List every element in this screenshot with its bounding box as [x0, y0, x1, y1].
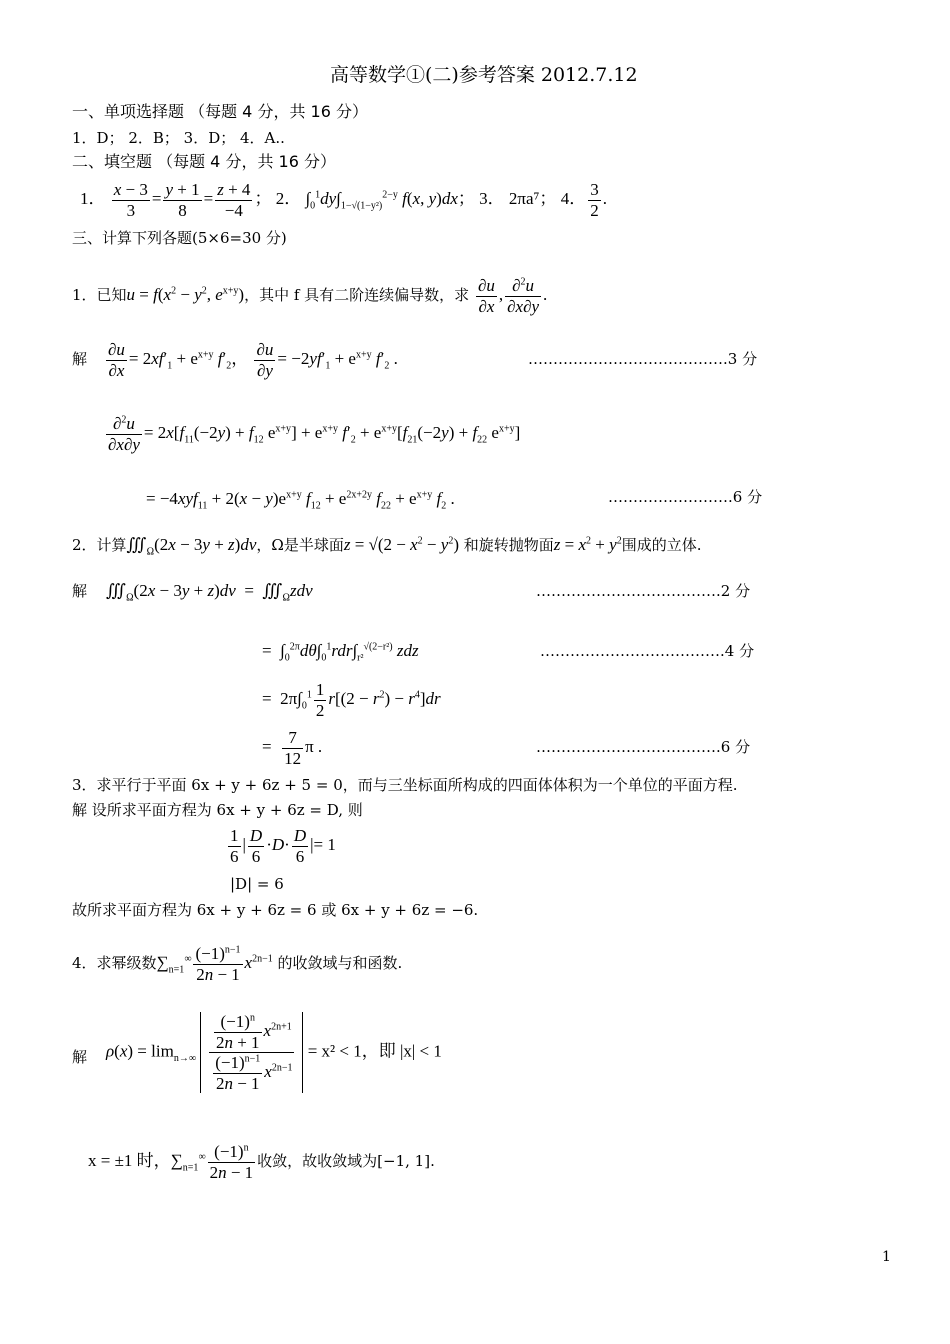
p2-score4: ……………………………….4 分	[540, 642, 755, 660]
p2-score2: ……………………………….2 分	[536, 582, 751, 600]
fill-in-answers: 1． $\frac{x - 3}{3}$ = $\frac{y + 1}{8}$ = $\frac{z + 4}{-4}$ ； 2． $\int_0^1dy\int_{1-√(1-y^2)}^{2-y}$ f(x, y)dx； 3． 2πa⁷； 4． $\frac{3}{2}$ .	[80, 180, 607, 220]
fraction: $\frac{(-1)^{n-1}}{2n - 1}$	[215, 1053, 261, 1093]
p2-step1: $∭_\Omega(2x - 3y + z)dv$ = $∭_\Omega zdv$	[106, 581, 313, 604]
fraction: $\frac{(-1)^n}{2n - 1}$	[209, 1142, 254, 1182]
p1-simplified: = $-4xyf_{11} + 2(x - y)e^{x+y}$ $f_{12} + e^{2x+2y}$ $f_{22} + e^{x+y}$ $f_2$ .	[146, 489, 455, 512]
p2-prefix: 2．计算	[72, 536, 127, 554]
p3-absD: |D| = 6	[230, 875, 284, 893]
p2-step3: = $2\pi\int_0^1$ $\frac{1}{2}$ $r[(2 - r^2) - r^4]dr$	[262, 680, 441, 720]
p3-volume-equation: $\frac{1}{6}$ | $\frac{D}{6}$ ·D· $\frac{D}{6}$ |= 1	[230, 826, 336, 866]
p4-endpoint: x = ±1 时，$\sum_{n=1}^\infty$ $\frac{(-1)^n}{2n - 1}$ 收敛，故收敛域为[−1, 1].	[88, 1142, 435, 1182]
fraction: $\frac{y + 1}{8}$	[165, 180, 200, 220]
section1-heading: 一、单项选择题 （每题 4 分，共 16 分）	[72, 102, 368, 121]
fraction: $\frac{1}{6}$	[230, 826, 239, 866]
p3-setup: 解 设所求平面方程为 6x + y + 6z = D, 则	[72, 801, 363, 819]
fraction: $\frac{(-1)^{n-1}}{2n - 1}$	[195, 944, 241, 984]
p2-mid2: 和旋转抛物面	[463, 536, 554, 554]
item2-label: 2．	[275, 188, 302, 208]
fraction: $\frac{\partial u}{\partial y}$	[256, 340, 274, 380]
p1-second-derivative: $\frac{\partial^2u}{\partial x\partial y}$ = $2x[f_{11}(-2y) + f_{12}$ $e^{x+y}] + e^{x+y}$ $f'_2 + e^{x+y}[f_{21}(-2y) + f_{22}$ $e^{x+y}$]	[108, 414, 521, 454]
item3-answer: 3． 2πa⁷；	[479, 188, 557, 208]
page-number: 1	[882, 1249, 891, 1265]
section1-answers: 1．D； 2．B； 3．D； 4．A..	[72, 129, 285, 147]
fraction: $\frac{(-1)^n}{2n + 1}$ $x^{2n+1}$ $\frac{(-1)^{n-1}}{2n - 1}$ $x^{2n-1}$	[209, 1012, 294, 1093]
p1-score3: ………………………………….3 分	[528, 350, 758, 368]
p2-result: = $\frac{7}{12}$ π .	[262, 728, 323, 768]
p1-mid: ，其中 f 具有二阶连续偏导数，求	[244, 285, 470, 304]
fraction: $\frac{D}{6}$	[293, 826, 307, 866]
fraction: $\frac{1}{2}$	[315, 680, 325, 720]
p4-jie: 解	[72, 1048, 88, 1066]
fraction: $\frac{\partial u}{\partial x}$	[477, 276, 495, 316]
p2-end: 围成的立体.	[621, 536, 702, 554]
p1-first-derivatives: $\frac{\partial u}{\partial x}$ = $2xf'_1 + e^{x+y}$ $f'_2$， $\frac{\partial u}{\partial y}$ = $-2yf'_1 + e^{x+y}$ $f'_2$ .	[108, 340, 398, 380]
p4-prefix: 4．求幂级数	[72, 953, 157, 972]
fraction: $\frac{\partial u}{\partial x}$	[108, 340, 125, 380]
p2-mid: ，Ω是半球面	[256, 536, 344, 554]
p4-endpoint-prefix: x = ±1 时，	[88, 1150, 171, 1170]
p1-prefix: 1．已知	[72, 285, 127, 304]
item4-label: 4．	[560, 188, 587, 208]
fraction: $\frac{\partial^2u}{\partial x\partial y}$	[507, 276, 540, 316]
absolute-value-bars	[200, 1012, 303, 1093]
problem2-statement: 2．计算$∭_\Omega(2x - 3y + z)dv$，Ω是半球面$z = √(2 - x^2 - y^2)$ 和旋转抛物面$z = x^2 + y^2$围成的立体.	[72, 535, 702, 558]
p2-step2: = $\int_0^{2\pi}d\theta\int_0^1rdr\int_{r^2}^{√(2-r^2)}$ zdz	[262, 641, 419, 664]
fraction: $\frac{z + 4}{-4}$	[217, 180, 251, 220]
p2-jie: 解	[72, 582, 88, 600]
p1-score6: …………………….6 分	[608, 488, 763, 506]
p4-endpoint-end: 收敛，故收敛域为[−1, 1].	[257, 1151, 435, 1170]
section2-heading: 二、填空题 （每题 4 分，共 16 分）	[72, 152, 336, 171]
section3-heading: 三、计算下列各题(5×6=30 分)	[72, 229, 287, 247]
p1-jie: 解	[72, 350, 88, 368]
p4-inequality: = x² < 1，即 |x| < 1	[307, 1041, 442, 1061]
p3-conclusion: 故所求平面方程为 6x + y + 6z = 6 或 6x + y + 6z = −6.	[72, 901, 479, 919]
problem1-statement: 1．已知$u = f(x^2 - y^2$, $e^{x+y}$)，其中 f 具有二阶连续偏导数，求 $\frac{\partial u}{\partial x}$ , $\frac{\partial^2u}{\partial x\partial y}$ .	[72, 276, 548, 316]
fraction: $\frac{\partial^2u}{\partial x\partial y}$	[108, 414, 140, 454]
fraction: $\frac{D}{6}$	[249, 826, 263, 866]
p4-end: 的收敛域与和函数.	[277, 953, 403, 972]
fraction: $\frac{7}{12}$	[284, 728, 302, 768]
page-title: 高等数学①(二)参考答案 2012.7.12	[330, 64, 638, 86]
item1-label: 1．	[80, 188, 106, 208]
fraction: $\frac{3}{2}$	[590, 180, 599, 220]
fraction: $\frac{x - 3}{3}$	[113, 180, 148, 220]
p4-ratio-test: $\rho(x) = \lim_{n\to\infty}$ $\frac{(-1)^n}{2n + 1}$ $x^{2n+1}$ $\frac{(-1)^{n-1}}{2n - 1}$ $x^{2n-1}$ = x² < 1，即 |x| < 1	[106, 1012, 442, 1093]
fraction: $\frac{(-1)^n}{2n + 1}$	[215, 1012, 260, 1052]
problem3-statement: 3．求平行于平面 6x + y + 6z + 5 = 0，而与三坐标面所构成的四面体体积为一个单位的平面方程.	[72, 776, 738, 794]
p2-score6: ……………………………….6 分	[536, 738, 751, 756]
problem4-statement: 4．求幂级数$\sum_{n=1}^\infty$ $\frac{(-1)^{n-1}}{2n - 1}$ $x^{2n-1}$ 的收敛域与和函数.	[72, 944, 403, 984]
